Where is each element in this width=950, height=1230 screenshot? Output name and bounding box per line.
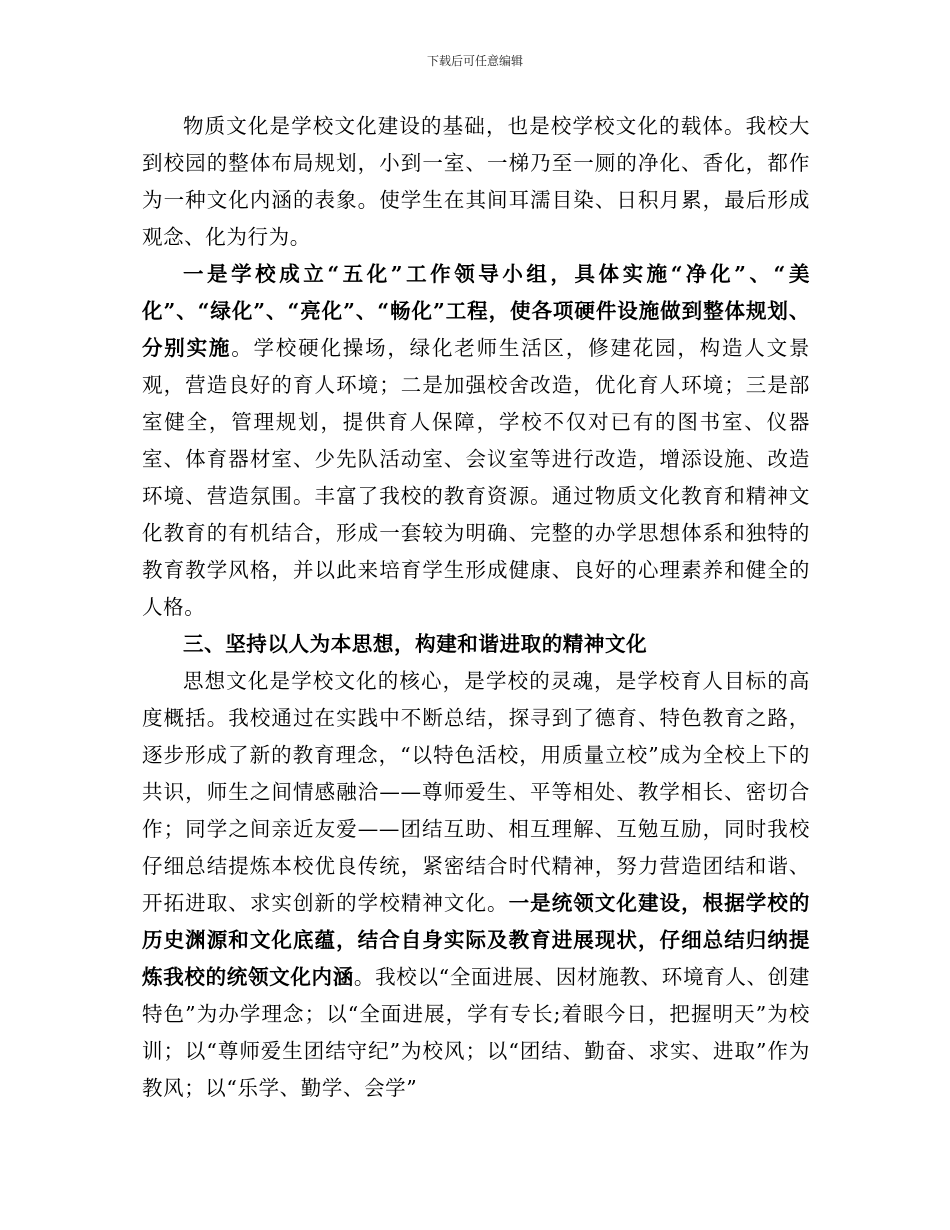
section-heading [142,626,810,663]
paragraph-text: 物质文化是学校文化建设的基础，也是校学校文化的载体。我校大到校园的整体布局规划，小到一室、一梯乃至一厕的净化、香化，都作为一种文化内涵的表象。使学生在其间耳濡目染、日积月累，最后形成观念、化为行为。 [142,114,810,249]
paragraph-tail-text: 。我校以“全面进展、因材施教、环境育人、创建特色”为办学理念；以“全面进展，学有专长;着眼今日，把握明天”为校训；以“尊师爱生团结守纪”为校风；以“团结、勤奋、求实、进取”作为教风；以“乐学、勤学、会学” [142,965,811,1100]
paragraph-five-transformations [142,256,810,626]
paragraph-spiritual-culture [142,663,810,1107]
section-heading-text: 三、坚持以人为本思想，构建和谐进取的精神文化 [183,632,648,656]
paragraph-material-culture [142,108,810,256]
paragraph-text: 。学校硬化操场，绿化老师生活区，修建花园，构造人文景观，营造良好的育人环境；二是加强校舍改造，优化育人环境；三是部室健全，管理规划，提供育人保障，学校不仅对已有的图书室、仪器室、体育器材室、少先队活动室、会议室等进行改造，增添设施、改造环境、营造氛围。丰富了我校的教育资源。通过物质文化教育和精神文化教育的有机结合，形成一套较为明确、完整的办学思想体系和独特的教育教学风格，并以此来培育学生形成健康、良好的心理素养和健全的人格。 [142,336,810,619]
bold-lead-text: 一是学校成立“五化”工作领导小组，具体实施“净化”、“美化”、“绿化”、“亮化”、“畅化”工程，使各项硬件设施做到整体规划、分别实施 [142,262,810,360]
document-body [142,108,810,1107]
page-header: 下载后可任意编辑 [426,54,523,68]
paragraph-text: 思想文化是学校文化的核心，是学校的灵魂，是学校育人目标的高度概括。我校通过在实践中不断总结，探寻到了德育、特色教育之路，逐步形成了新的教育理念，“以特色活校，用质量立校”成为全校上下的共识，师生之间情感融洽——尊师爱生、平等相处、教学相长、密切合作；同学之间亲近友爱——团结互助、相互理解、互勉互励，同时我校仔细总结提炼本校优良传统，紧密结合时代精神，努力营造团结和谐、开拓进取、求实创新的学校精神文化。 [142,669,810,915]
bold-lead-text: 一是统领文化建设，根据学校的历史渊源和文化底蕴，结合自身实际及教育进展现状，仔细总结归纳提炼我校的统领文化内涵 [142,891,810,989]
